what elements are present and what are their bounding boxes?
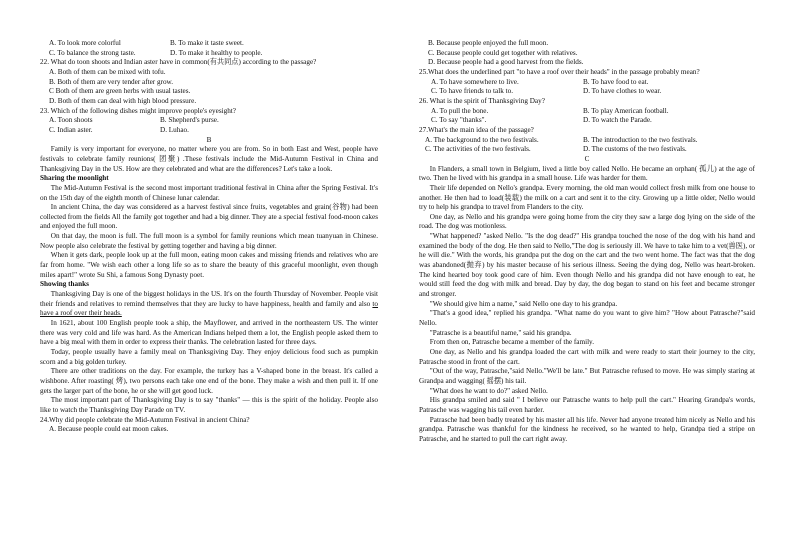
q27-option-c: C. The activities of the two festivals. <box>425 145 531 154</box>
q25-option-c: C. To have friends to talk to. <box>431 87 514 96</box>
q24-stem: 24.Why did people celebrate the Mid-Autumn Festival in ancient China? <box>40 415 250 424</box>
passage-b-para-9: The most important part of Thanksgiving Day is to say "thanks" — this is the spirit of the holiday. People also like to watch the Thanksgiving Day Parade on TV. <box>40 396 378 414</box>
passage-b-para-1: The Mid-Autumn Festival is the second most important traditional festival in China after the Spring Festival. It's on the 15th day of the eighth month of Chinese lunar calendar. <box>40 183 378 202</box>
q26-options-row1 <box>419 107 755 117</box>
passage-b-intro: Family is very important for everyone, no matter where you are from. So in both East and West, people have festivals to celebrate family reunions( 团聚) .These festivals include the Mid-Autumn Festival in China and Thanksgiving Day in the US. How are they celebrated and what are the differences? Let's take a look. <box>40 145 378 173</box>
q21-option-a: A. To look more colorful <box>49 39 121 47</box>
q23-stem: 23. Which of the following dishes might improve people's eyesight? <box>40 106 236 115</box>
q27-option-d: D. The customs of the two festivals. <box>583 145 687 154</box>
q22-option-b: B. Both of them are very tender after grow. <box>49 77 174 86</box>
passage-c-para-6: "That's a good idea," replied his grandpa. "What name do you want to give him? "How about Patrasche?"said Nello. <box>419 309 755 328</box>
passage-c-para-4: "What happened? "asked Nello. "Is the dog dead?" His grandpa touched the nose of the dog with his hand and examined the body of the dog. He then said to Nello,"The dog is seriously ill. We have to take him to a vet(兽医), or he will die." With the words, his grandpa put the dog on the cart and the two went home. The fact was that the dog was abandoned(抛弃) by his master because of his serious illness. Seeing the dying dog, Nello was heart-broken. The kind hearted boy took good care of him. Even though Nello and his grandpa did not have enough to eat, he would still feed the dog with milk and bread. Day by day, the dog began to stand on his feet and became stronger and stronger. <box>419 232 755 299</box>
q22-option-c: C Both of them are green herbs with usual tastes. <box>49 87 191 96</box>
q25-option-b: B. To have food to eat. <box>583 77 649 86</box>
q24-option-c: C. Because people could get together with relatives. <box>428 48 578 57</box>
q27-stem: 27.What's the main idea of the passage? <box>419 125 534 134</box>
q23-option-a: A. Toon shoots <box>49 116 93 125</box>
q23-option-d: D. Luhao. <box>160 125 189 134</box>
q21-options-row1 <box>40 39 378 49</box>
passage-c-para-8: From then on, Patrasche became a member of the family. <box>429 338 594 347</box>
q21-options-row2 <box>40 49 378 59</box>
section-c-heading: C <box>584 154 590 163</box>
passage-c-para-5: "We should give him a name," said Nello one day to his grandpa. <box>429 299 618 308</box>
right-column <box>419 39 755 445</box>
heading-sharing-moonlight: Sharing the moonlight <box>40 174 109 183</box>
q27-option-a: A. The background to the two festivals. <box>425 135 539 144</box>
passage-c-para-1: In Flanders, a small town in Belgium, lived a little boy called Nello. He became an orphan( 孤儿) at the age of two. Then he lived with his grandpa in a small house. Life was harder for them. <box>419 164 755 183</box>
left-column <box>40 39 378 435</box>
passage-b-para-6: In 1621, about 100 English people took a ship, the Mayflower, and arrived in the northeastern US. The winter there was very cold and life was hard. As the American Indians helped them a lot, the English people asked them to have a big meal with them in order to express their thanks. The celebration lasted for three days. <box>40 319 378 347</box>
passage-c-para-2: Their life depended on Nello's grandpa. Every morning, the old man would collect fresh milk from one house to another. He then had to load(装载) the milk on a cart and sent it to the city. Growing up a little older, Nello would try to help his grandpa to travel from Flanders to the city. <box>419 183 755 212</box>
passage-b-para-5 <box>40 290 378 319</box>
passage-c-para-12: His grandpa smiled and said " I believe our Patrasche wants to help pull the cart." Hearing Grandpa's words, Patrasche was wagging his tail even harder. <box>419 396 755 414</box>
underlined-phrase: to have a roof over their heads. <box>40 299 378 318</box>
q23-options-row2 <box>40 126 378 136</box>
q26-options-row2 <box>419 116 755 126</box>
q24-option-d: D. Because people had a good harvest from the fields. <box>428 58 584 67</box>
q26-stem: 26. What is the spirit of Thanksgiving Day? <box>419 96 545 105</box>
q27-options-row1 <box>419 136 755 146</box>
q23-options-row1 <box>40 116 378 126</box>
q22-stem: 22. What do toon shoots and Indian aster have in common(有共同点) according to the passage? <box>40 58 317 67</box>
q21-option-c: C. To balance the strong taste. <box>49 48 136 57</box>
q25-option-d: D. To have clothes to wear. <box>583 87 662 96</box>
passage-c-para-7: "Patrasche is a beautiful name," said his grandpa. <box>429 328 572 337</box>
q21-option-b: B. To make it taste sweet. <box>170 39 244 47</box>
q26-option-d: D. To watch the Parade. <box>583 116 652 125</box>
section-b-heading: B <box>206 135 212 144</box>
q23-option-b: B. Shepherd's purse. <box>160 116 219 125</box>
para-5-text: Thanksgiving Day is one of the biggest holidays in the US. It's on the fourth Thursday of November. People visit their friends and relatives to remind themselves that they are lucky to have happiness, health and family and also <box>40 290 378 308</box>
passage-c-para-10: "Out of the way, Patrasche,"said Nello."We'll be late." But Patrasche refused to move. He was simply staring at Grandpa and wagging( 摇摆) his tail. <box>419 367 755 385</box>
passage-b-para-3: On that day, the moon is full. The full moon is a symbol for family reunions which mean tuanyuan in Chinese. Now people also celebrate the festival by getting together and having a big dinner. <box>40 232 378 250</box>
q25-stem: 25.What does the underlined part "to have a roof over their heads" in the passage probably mean? <box>419 67 700 76</box>
q27-option-b: B. The introduction to the two festivals. <box>583 135 698 144</box>
passage-b-para-7: Today, people usually have a family meal on Thanksgiving Day. They enjoy delicious food such as pumpkin scorn and a big golden turkey. <box>40 348 378 366</box>
q24-option-a: A. Because people could eat moon cakes. <box>49 425 169 434</box>
q25-option-a: A. To have somewhere to live. <box>431 77 519 86</box>
heading-showing-thanks: Showing thanks <box>40 280 89 289</box>
q26-option-b: B. To play American football. <box>583 106 669 115</box>
passage-b-para-8: There are other traditions on the day. For example, the turkey has a V-shaped bone in the breast. It's called a wishbone. After roasting( 烤), two persons each take one end of the bone. They make a wish and then pull it. If one gets the larger part of the bone, he or she will get good luck. <box>40 367 378 395</box>
passage-c-para-9: One day, as Nello and his grandpa loaded the cart with milk and were ready to start their journey to the city, Patrasche stood in front of the cart. <box>419 348 755 366</box>
passage-b-para-2: In ancient China, the day was considered as a harvest festival since fruits, vegetables and grain(谷物) had been collected from the fields All the family got together and had a big dinner. They ate a special festival food-moon cakes and enjoyed the full moon. <box>40 203 378 231</box>
q22-option-a: A. Both of them can be mixed with tofu. <box>49 67 166 76</box>
passage-c-para-3: One day, as Nello and his grandpa were going home from the city they saw a large dog lying on the side of the road. The dog was motionless. <box>419 212 755 231</box>
q22-option-d: D. Both of them can deal with high blood pressure. <box>49 96 197 105</box>
q21-option-d: D. To make it healthy to people. <box>170 48 263 57</box>
passage-c-para-13: Patrasche had been badly treated by his master all his life. Never had anyone treated him nicely as Nello and his grandpa. Patrasche was thankful for the kindness he received, so he wanted to help, Grandpa tied a stripe on Patrasche, and he started to pull the cart right away. <box>419 415 755 443</box>
q25-options-row1 <box>419 78 755 88</box>
q26-option-c: C. To say "thanks". <box>431 116 487 125</box>
q27-options-row2 <box>419 145 755 155</box>
passage-b-para-4: When it gets dark, people look up at the full moon, eating moon cakes and missing friends and relatives who are far from home. "We wish each other a long life so as to share the beauty of this graceful moonlight, even though miles apart!" wrote Su Shi, a famous Song Dynasty poet. <box>40 251 378 279</box>
passage-c-para-11: "What does he want to do?" asked Nello. <box>429 386 548 395</box>
q25-options-row2 <box>419 87 755 97</box>
q24-option-b: B. Because people enjoyed the full moon. <box>428 39 549 47</box>
q23-option-c: C. Indian aster. <box>49 125 93 134</box>
q26-option-a: A. To pull the bone. <box>431 106 489 115</box>
